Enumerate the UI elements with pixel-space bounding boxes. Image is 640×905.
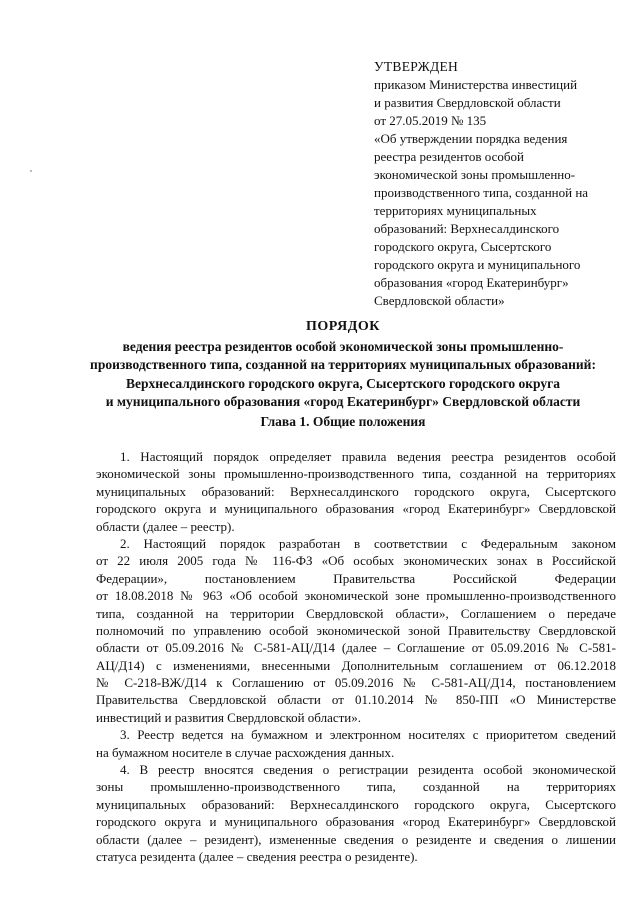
- document-title-line: Верхнесалдинского городского округа, Сысертского городского округа: [126, 375, 560, 391]
- document-body: [96, 448, 616, 865]
- approval-line: городского округа, Сысертского: [374, 239, 552, 254]
- paragraph-line: Федерации», постановлением Правительства Российской Федерации: [96, 570, 616, 586]
- scan-speck: [30, 170, 32, 172]
- approval-line: Свердловской области»: [374, 293, 505, 308]
- approval-heading: УТВЕРЖДЕН: [374, 59, 459, 74]
- paragraph-line: муниципальных образований: Верхнесалдинского городского округа, Сысертского: [96, 483, 616, 499]
- document-title-line: производственного типа, созданной на территориях муниципальных образований:: [90, 357, 596, 372]
- paragraph-line: зоны промышленно-производственного типа, созданной на территориях: [96, 779, 616, 795]
- paragraph-line: городского округа и муниципального образования «город Екатеринбург» Свердловской: [96, 814, 616, 830]
- paragraph-line: статуса резидента (далее – сведения реестра о резиденте).: [96, 848, 418, 864]
- approval-line: от 27.05.2019 № 135: [374, 113, 487, 128]
- approval-stamp: [374, 58, 624, 310]
- paragraph-line: области (далее – резидент), измененные сведения о резиденте и сведения о лишении: [96, 831, 616, 847]
- document-title: [70, 318, 616, 412]
- approval-line: производственного типа, созданной на: [374, 185, 589, 200]
- paragraph-4: [96, 761, 616, 865]
- paragraph-line: № С-218-ВЖ/Д14 к Соглашению от 05.09.2016 № С-581-АЦ/Д14, постановлением: [96, 675, 616, 691]
- paragraph-line: Правительства Свердловской области от 01.10.2014 № 850-ПП «О Министерстве: [96, 692, 616, 708]
- paragraph-line: области (далее – реестр).: [96, 518, 235, 534]
- approval-line: реестра резидентов особой: [374, 149, 524, 164]
- paragraph-1: [96, 448, 616, 535]
- approval-line: территориях муниципальных: [374, 203, 537, 218]
- approval-line: приказом Министерства инвестиций: [374, 77, 578, 92]
- paragraph-line: муниципальных образований: Верхнесалдинского городского округа, Сысертского: [96, 796, 616, 812]
- paragraph-line: 3. Реестр ведется на бумажном и электронном носителях с приоритетом сведений: [120, 727, 616, 743]
- paragraph-line: от 18.08.2018 № 963 «Об особой экономической зоне промышленно-производственного: [96, 588, 616, 604]
- chapter-heading: Глава 1. Общие положения: [260, 414, 426, 429]
- approval-line: городского округа и муниципального: [374, 257, 581, 272]
- paragraph-line: 4. В реестр вносятся сведения о регистрации резидента особой экономической: [120, 762, 616, 778]
- approval-line: и развития Свердловской области: [374, 95, 561, 110]
- paragraph-line: 2. Настоящий порядок разработан в соответствии с Федеральным законом: [120, 535, 616, 551]
- paragraph-line: от 22 июля 2005 года № 116-ФЗ «Об особых экономических зонах в Российской: [96, 553, 616, 569]
- paragraph-line: на бумажном носителе в случае расхождения данных.: [96, 744, 395, 760]
- paragraph-line: городского округа и муниципального образования «город Екатеринбург» Свердловской: [96, 501, 616, 517]
- paragraph-2: [96, 535, 616, 726]
- paragraph-line: 1. Настоящий порядок определяет правила ведения реестра резидентов особой: [120, 449, 616, 464]
- paragraph-line: АЦ/Д14) с изменениями, внесенными Дополнительным соглашением от 06.12.2018: [96, 657, 616, 673]
- paragraph-line: типа, созданной на территории Свердловской области», Соглашением о передаче: [96, 605, 616, 621]
- approval-line: «Об утверждении порядка ведения: [374, 131, 568, 146]
- document-title-line: ведения реестра резидентов особой экономической зоны промышленно-: [122, 338, 564, 354]
- document-title-main: ПОРЯДОК: [306, 319, 380, 334]
- paragraph-line: полномочий по управлению особой экономической зоной Правительству Свердловской: [96, 622, 616, 638]
- paragraph-line: экономической зоны промышленно-производственного типа, созданной на территориях: [96, 466, 616, 482]
- approval-line: экономической зоны промышленно-: [374, 167, 576, 182]
- paragraph-line: инвестиций и развития Свердловской области».: [96, 709, 362, 725]
- approval-line: образований: Верхнесалдинского: [374, 221, 560, 236]
- document-title-line: и муниципального образования «город Екатеринбург» Свердловской области: [105, 394, 581, 409]
- paragraph-3: [96, 726, 616, 761]
- approval-line: образования «город Екатеринбург»: [374, 275, 569, 290]
- paragraph-line: области от 05.09.2016 № С-581-АЦ/Д14 (далее – Соглашение от 05.09.2016 № С-581-: [96, 640, 616, 656]
